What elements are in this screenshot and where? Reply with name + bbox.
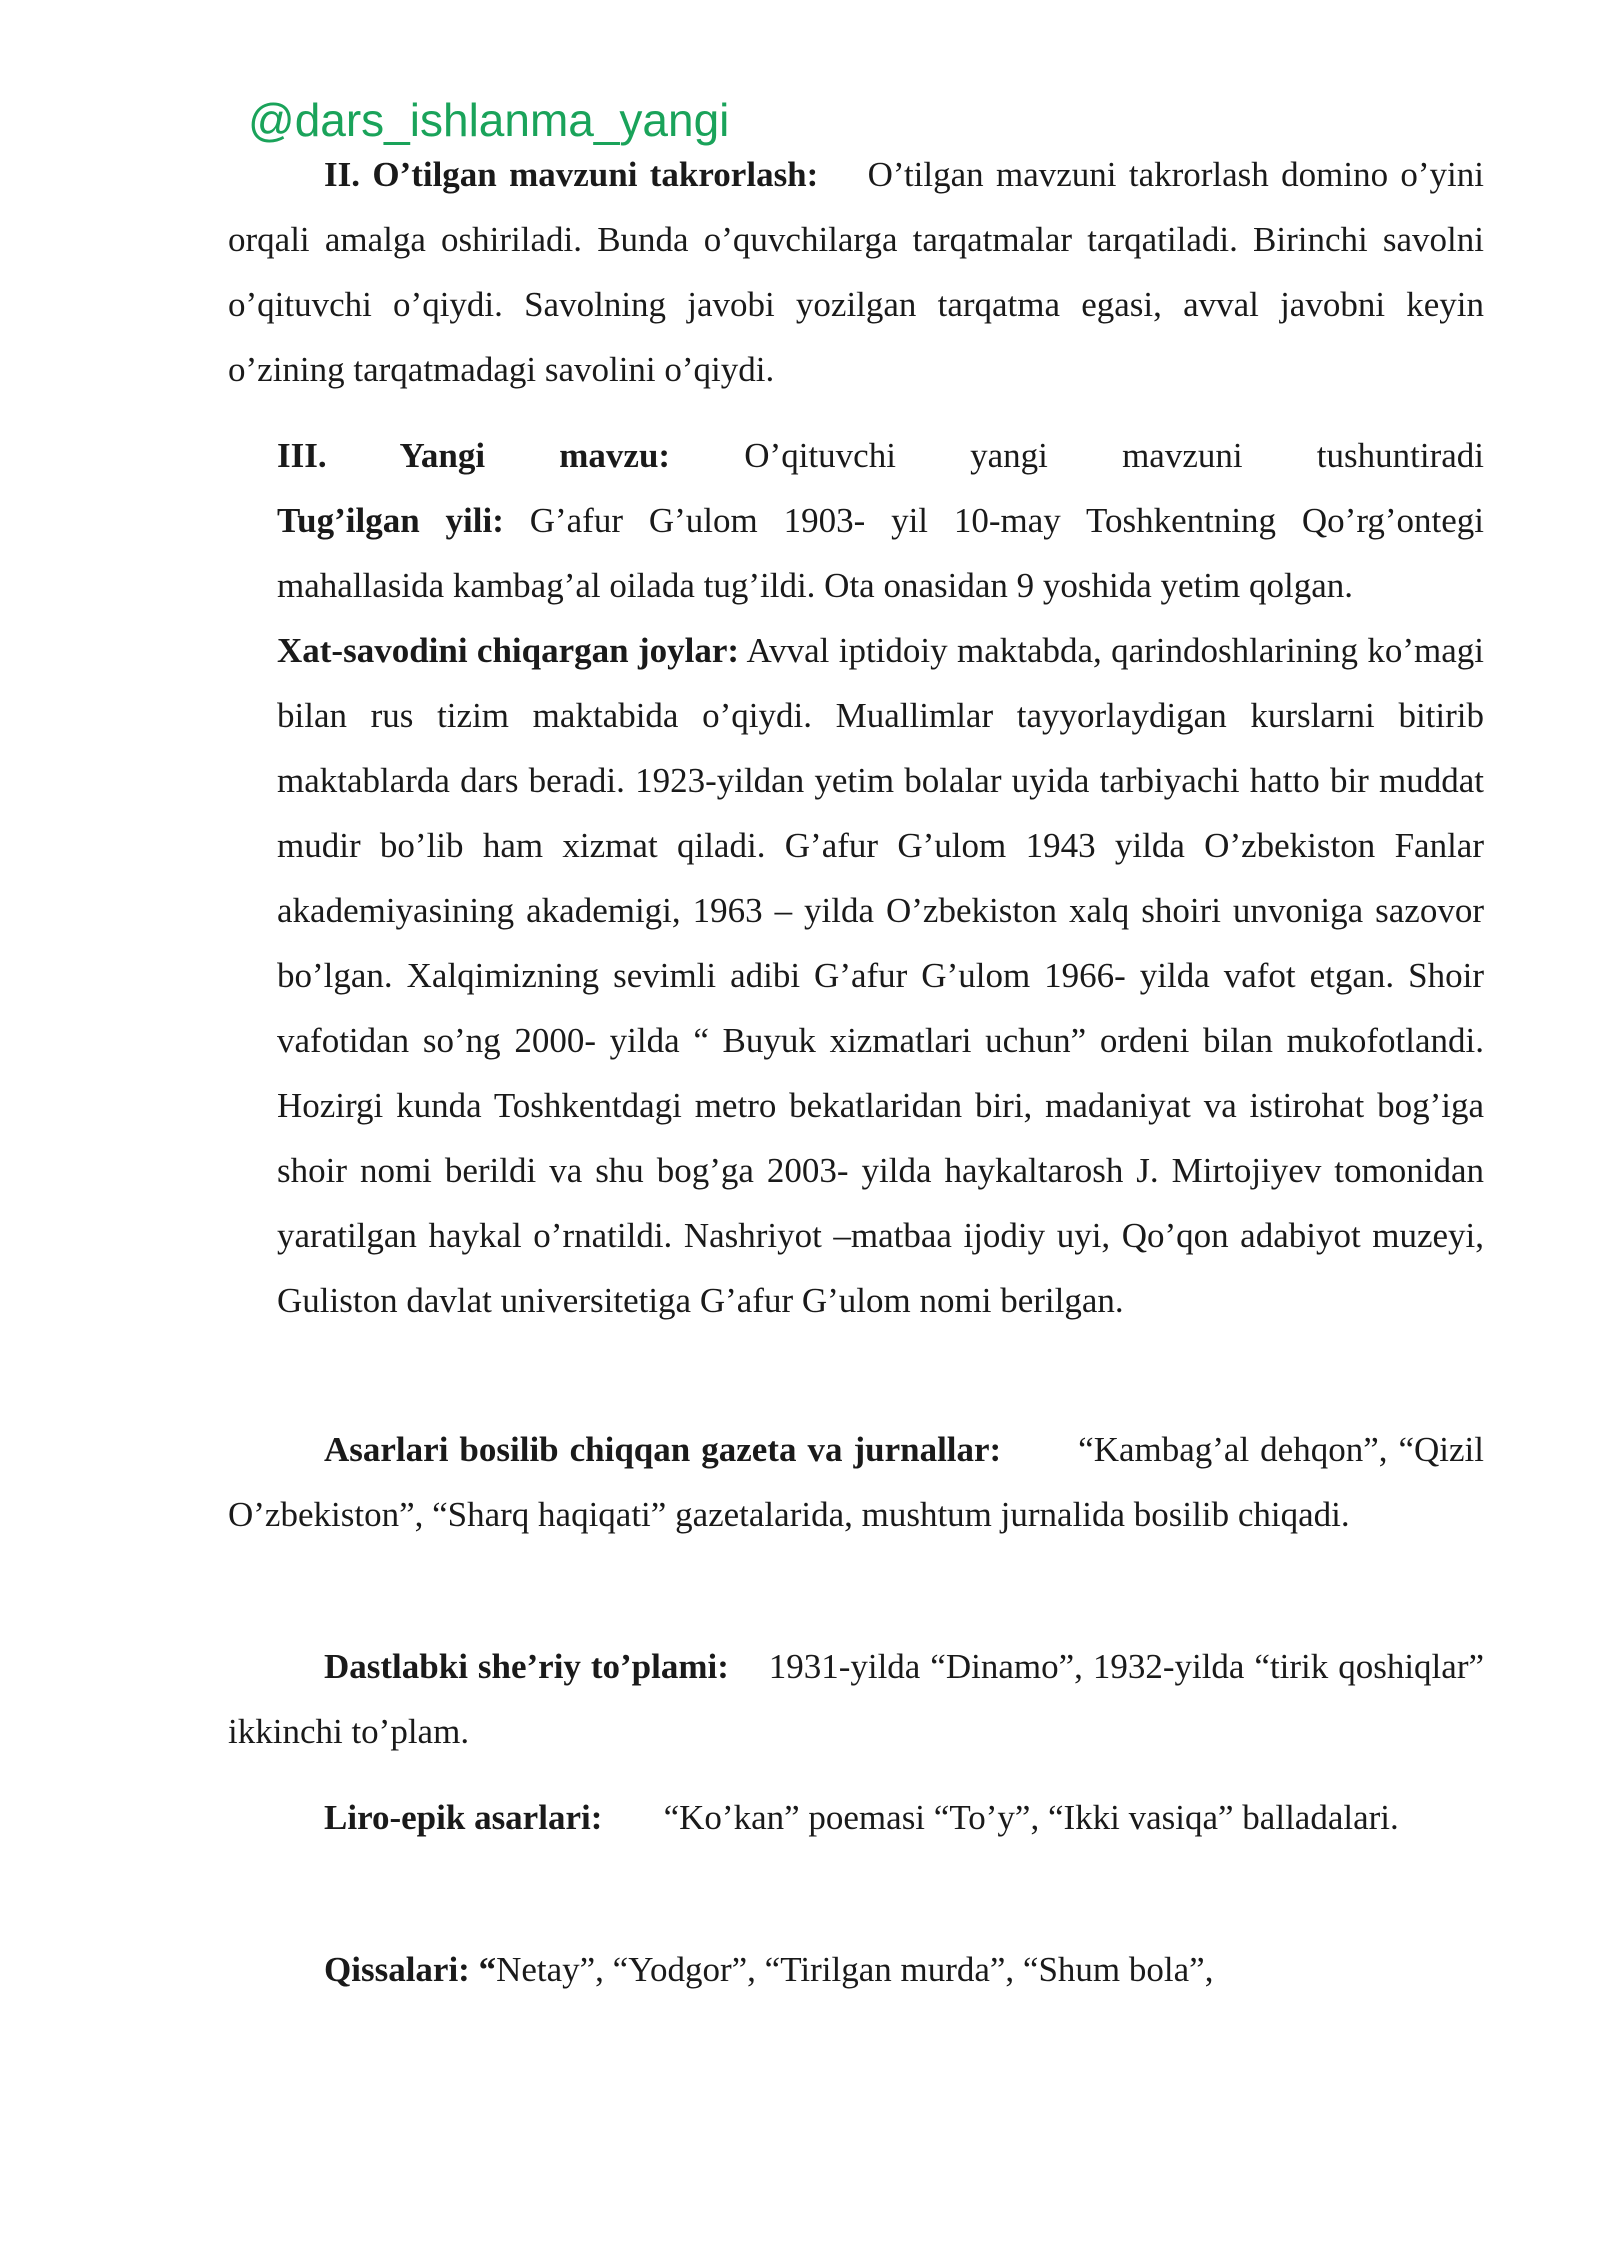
education-label: Xat-savodini chiqargan joylar:	[277, 631, 740, 670]
stories-text: Netay”, “Yodgor”, “Tirilgan murda”, “Shum bola”,	[496, 1950, 1214, 1989]
review-heading: II. O’tilgan mavzuni takrorlash:	[324, 155, 819, 194]
new-topic-word: tushuntiradi	[1316, 436, 1484, 475]
press-label: Asarlari bosilib chiqqan gazeta va jurnallar:	[324, 1430, 1002, 1469]
birth-text: G’afur G’ulom 1903- yil 10-may Toshkentning Qo’rg’ontegi mahallasida kambag’al oilada tug’ildi. Ota onasidan 9 yoshida yetim qolgan.	[277, 501, 1485, 605]
press-paragraph	[228, 1417, 1484, 1547]
new-topic-heading: III. Yangi mavzu:	[277, 436, 671, 475]
education-paragraph	[277, 618, 1484, 1333]
review-paragraph	[228, 142, 1484, 402]
lyro-epic-text: “Ko’kan” poemasi “To’y”, “Ikki vasiqa” balladalari.	[663, 1798, 1399, 1837]
stories-open-quote: “	[478, 1950, 497, 1989]
stories-paragraph	[228, 1937, 1484, 2002]
lyro-epic-paragraph	[228, 1785, 1484, 1850]
new-topic-heading-row	[277, 423, 1484, 488]
new-topic-heading-line	[277, 423, 1484, 488]
new-topic-word: yangi	[970, 436, 1048, 475]
review-text: O’tilgan mavzuni takrorlash domino o’yini orqali amalga oshiriladi. Bunda o’quvchilarga tarqatmalar tarqatiladi. Birinchi savolni o’qituvchi o’qiydi. Savolning javobi yozilgan tarqatma egasi, avval javobni keyin o’zining tarqatmadagi savolini o’qiydi.	[228, 155, 1485, 389]
first-collection-label: Dastlabki she’riy to’plami:	[324, 1647, 729, 1686]
new-topic-word: mavzuni	[1122, 436, 1243, 475]
birth-paragraph	[277, 488, 1484, 618]
lyro-epic-label: Liro-epik asarlari:	[324, 1798, 603, 1837]
channel-watermark: @dars_ishlanma_yangi	[248, 94, 730, 146]
first-collection-paragraph	[228, 1634, 1484, 1764]
birth-label: Tug’ilgan yili:	[277, 501, 504, 540]
first-collection-text: 1931-yilda “Dinamo”, 1932-yilda “tirik qoshiqlar” ikkinchi to’plam.	[228, 1647, 1485, 1751]
new-topic-word: O’qituvchi	[744, 436, 896, 475]
education-text: Avval iptidoiy maktabda, qarindoshlarining ko’magi bilan rus tizim maktabida o’qiydi. Muallimlar tayyorlaydigan kurslarni bitirib maktablarda dars beradi. 1923-yildan yetim bolalar uyida tarbiyachi hatto bir muddat mudir bo’lib ham xizmat qiladi. G’afur G’ulom 1943 yilda O’zbekiston Fanlar akademiyasining akademigi, 1963 – yilda O’zbekiston xalq shoiri unvoniga sazovor bo’lgan. Xalqimizning sevimli adibi G’afur G’ulom 1966- yilda vafot etgan. Shoir vafotidan so’ng 2000- yilda “ Buyuk xizmatlari uchun” ordeni bilan mukofotlandi. Hozirgi kunda Toshkentdagi metro bekatlaridan biri, madaniyat va istirohat bog’iga shoir nomi berildi va shu bog’ga 2003- yilda haykaltarosh J. Mirtojiyev tomonidan yaratilgan haykal o’rnatildi. Nashriyot –matbaa ijodiy uyi, Qo’qon adabiyot muzeyi, Guliston davlat universitetiga G’afur G’ulom nomi berilgan.	[277, 631, 1484, 1320]
stories-label: Qissalari:	[324, 1950, 470, 1989]
press-text: “Kambag’al dehqon”, “Qizil O’zbekiston”, “Sharq haqiqati” gazetalarida, mushtum jurnalida bosilib chiqadi.	[228, 1430, 1484, 1534]
